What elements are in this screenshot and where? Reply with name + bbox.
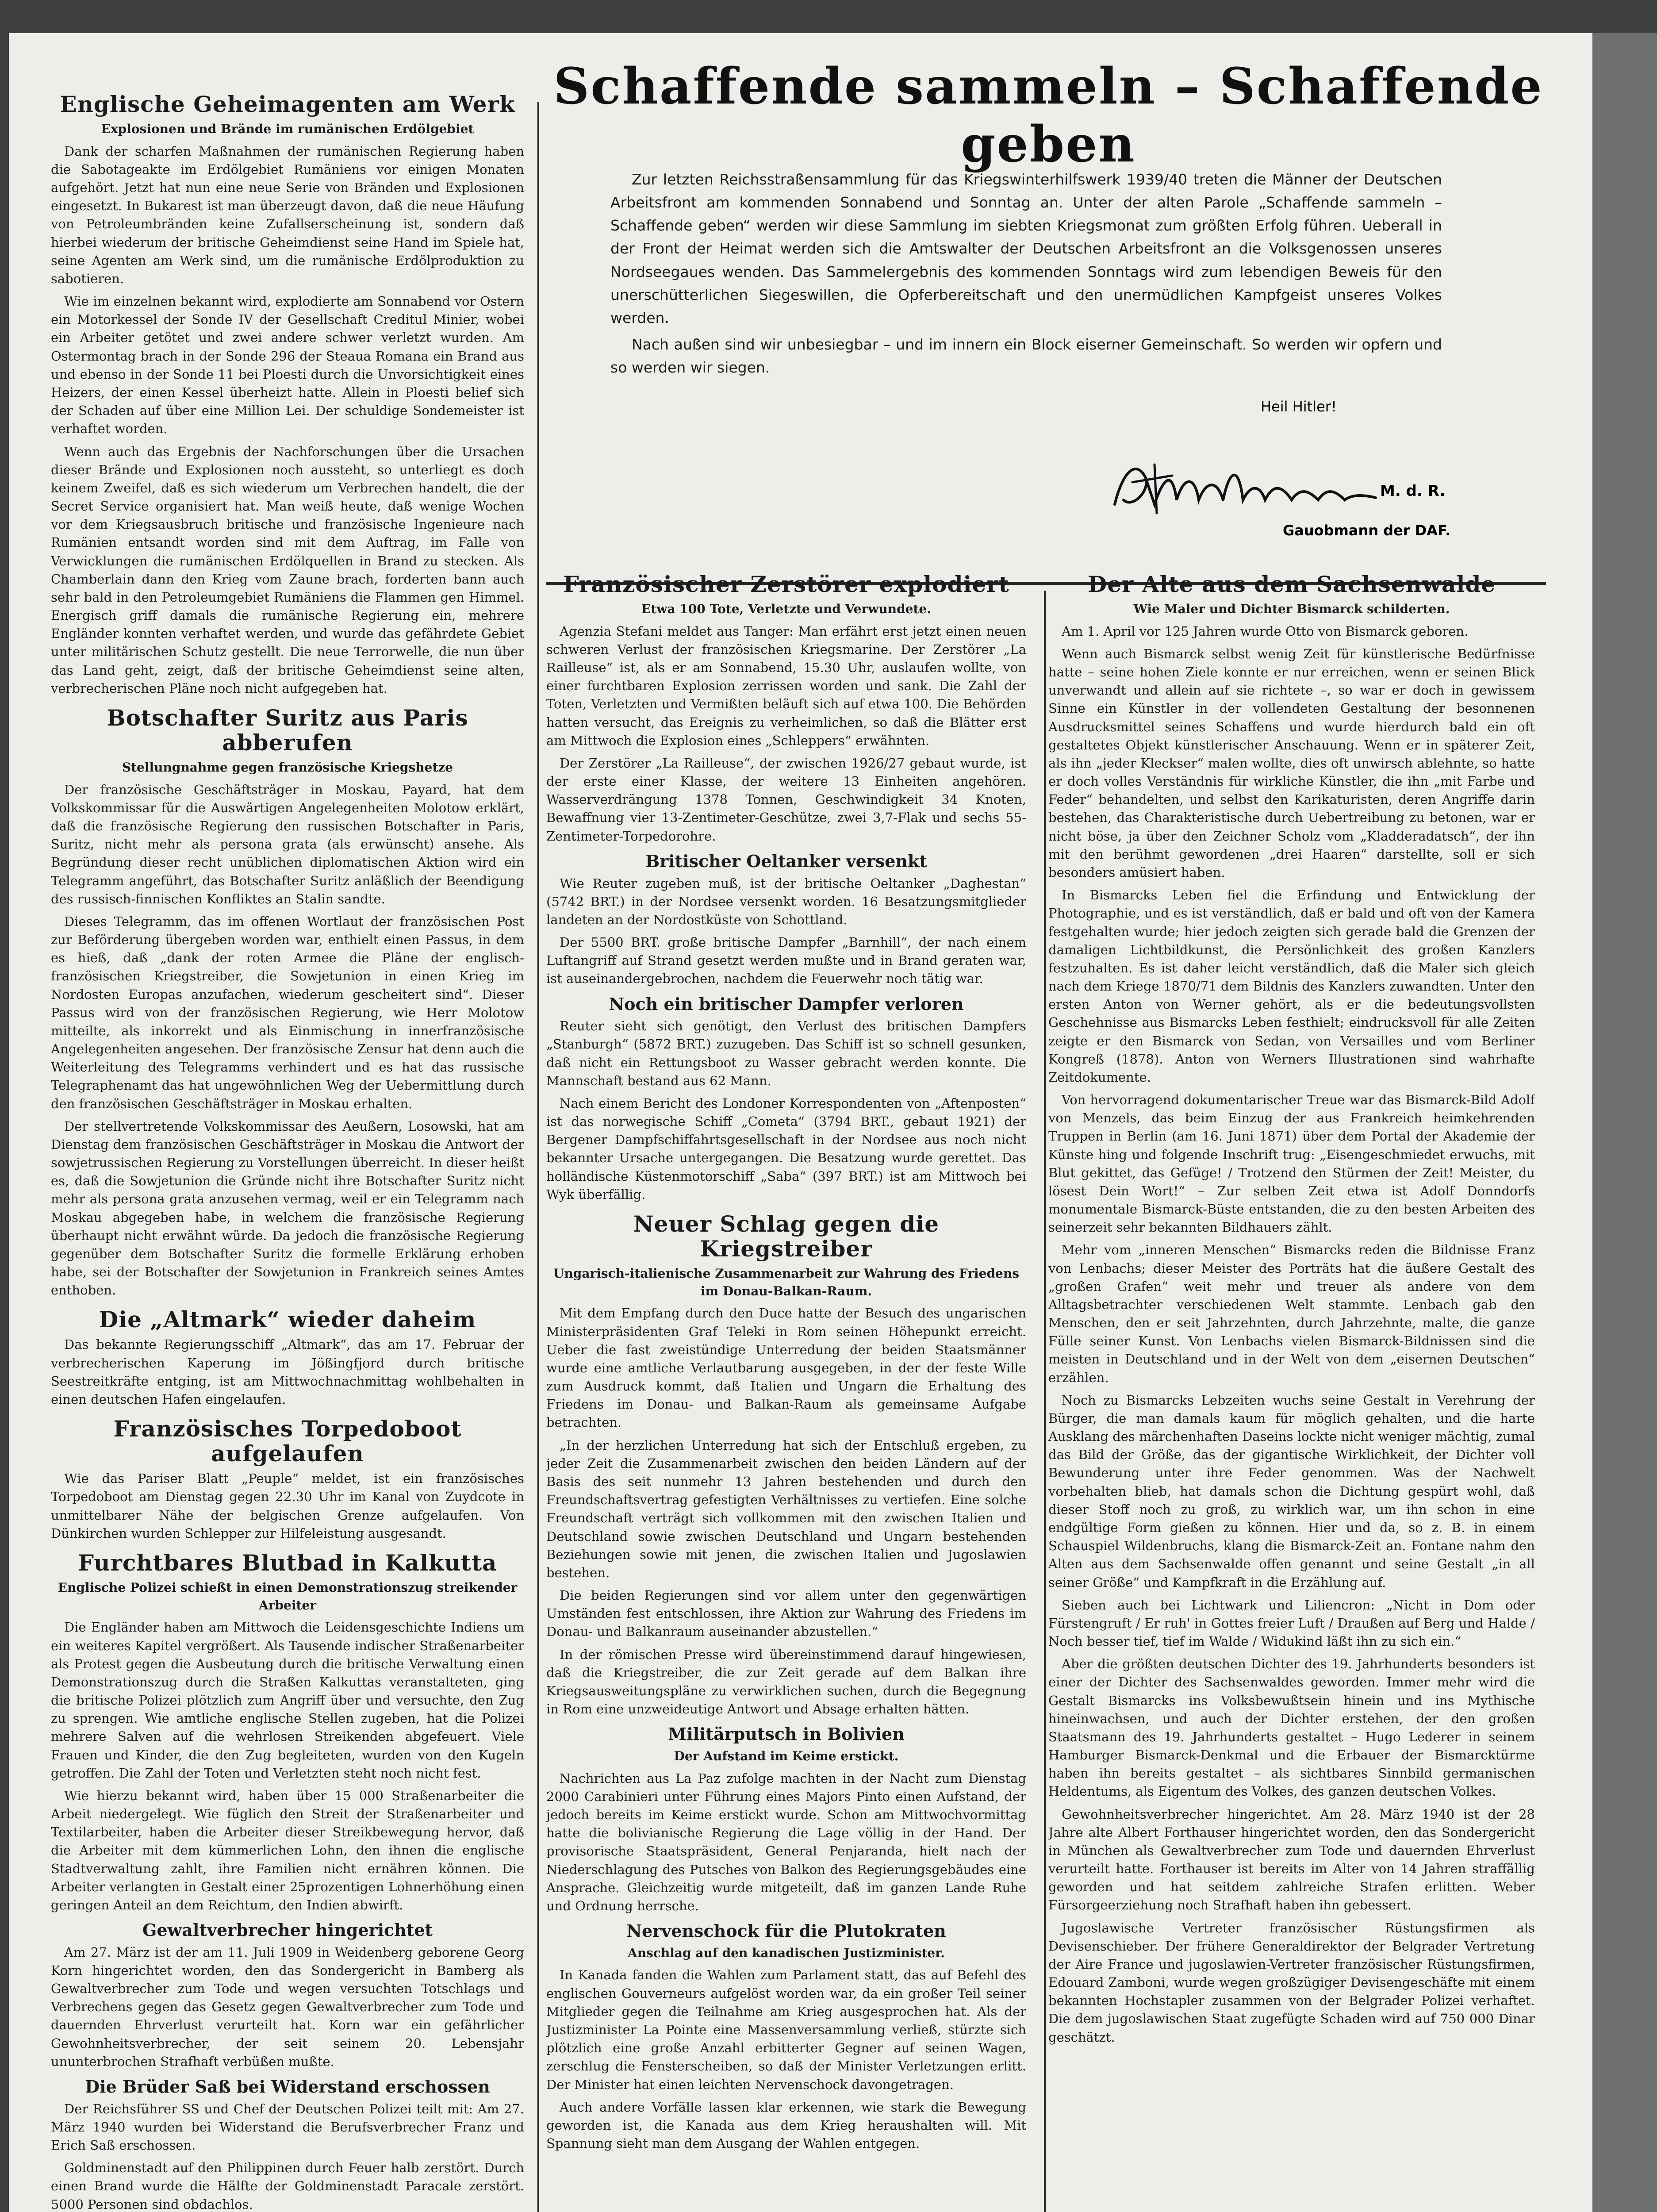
article-paragraph: Am 1. April vor 125 Jahren wurde Otto von Bismarck geboren. (1062, 623, 1469, 639)
article (1048, 572, 1535, 1801)
article (51, 2077, 524, 2212)
appeal-paragraph: Nach außen sind wir unbesiegbar – und im innern ein Block eiserner Gemeinschaft. So werden wir opfern und so werden wir siegen. (610, 335, 1442, 376)
article-headline: Botschafter Suritz aus Paris abberufen (107, 704, 468, 756)
middle-column (546, 564, 1026, 2212)
banner-headline: Schaffende sammeln – Schaffende geben (553, 58, 1543, 173)
article (546, 852, 1026, 988)
handwritten-signature (1106, 451, 1380, 522)
article-paragraph: Nachrichten aus La Paz zufolge machten in der Nacht zum Dienstag 2000 Carabinieri unter Führung eines Majors Pinto einen Aufstand, der jedoch bereits im Keime erstickt wurde. Schon am Mittwochvormittag hatte die bolivianische Regierung die Lage völlig in der Hand. Der provisorische Staatspräsident, General Penjaranda, hielt nach der Niederschlagung des Putsches von Balkon des Regierungsgebäudes eine Ansprache. Gleichzeitig wurde mitgeteilt, daß im ganzen Lande Ruhe und Ordnung herrsche. (546, 1770, 1026, 1913)
article-subheadline: Ungarisch-italienische Zusammenarbeit zur Wahrung des Friedens im Donau-Balkan-Raum. (553, 1266, 1019, 1298)
article-subheadline: Stellungnahme gegen französische Kriegshetze (122, 760, 453, 775)
article (51, 706, 524, 1300)
article-paragraph: In Bismarcks Leben fiel die Erfindung und Entwicklung der Photographie, und es ist verständlich, daß er bald und oft von der Kamera festgehalten wurde; hier jedoch zeigten sich gerade bald die Grenzen der damaligen Lichtbildkunst, die Persönlichkeit des großen Kanzlers festzuhalten. Es ist daher leicht verständlich, daß die Maler sich gleich nach dem Kriege 1870/71 dem Bildnis des Kanzlers zuwandten. Unter den ersten Anton von Werner gehört, als er die bedeutungsvollsten Geschehnisse aus Bismarcks Leben festhielt; eindrucksvoll für alle Zeiten zeigte er den Bismarck von Sedan, von Versailles und vom Berliner Kongreß (1878). Anton von Werners Illustrationen sind wahrhafte Zeitdokumente. (1048, 887, 1535, 1085)
page-edge (1592, 33, 1657, 2212)
article (546, 1724, 1026, 1915)
article-paragraph: Dank der scharfen Maßnahmen der rumänischen Regierung haben die Sabotageakte im Erdölgebiet Rumäniens vor einigen Monaten aufgehört. Jetzt hat nun eine neue Serie von Bränden und Explosionen eingesetzt. In Bukarest ist man überzeugt davon, daß die neue Häufung von Petroleumbränden keine Zufallserscheinung ist, sondern daß hierbei wiederum der britische Geheimdienst seine Hand im Spiele hat, seine Agenten am Werk sind, um die rumänische Erdölproduktion zu sabotieren. (51, 143, 524, 286)
article-paragraph: Wie hierzu bekannt wird, haben über 15 000 Straßenarbeiter die Arbeit niedergelegt. Wie füglich den Streit der Straßenarbeiter und Textilarbeiter, haben die Arbeiter dieser Streikbewegung hervor, daß die Arbeiter mit dem kümmerlichen Lohn, den ihnen die englische Stadtverwaltung zahlt, ihre Familien nicht ernähren können. Die Arbeiter verlangten in Gestalt einer 25prozentigen Lohnerhöhung einen geringen Anteil an dem Reichtum, den Indien abwirft. (51, 1788, 524, 1912)
article-paragraph: „In der herzlichen Unterredung hat sich der Entschluß ergeben, zu jeder Zeit die Zusammenarbeit zwischen den beiden Ländern auf der Basis des seit nunmehr 13 Jahren bestehenden und durch den Freundschaftsvertrag gefestigten Verhältnisses zu vertiefen. Eine solche Freundschaft verträgt sich vollkommen mit den zwischen Italien und Deutschland sowie zwischen Deutschland und Ungarn bestehenden Beziehungen sowie mit jenen, die zwischen Italien und Jugoslawien bestehen. (546, 1437, 1026, 1580)
article-paragraph: Sieben auch bei Lichtwark und Liliencron: „Nicht in Dom oder Fürstengruft / Er ruh' in Gottes freier Luft / Draußen auf Berg und Halde / Noch besser tief, tief im Walde / Widukind läßt ihn zu sich ein.“ (1048, 1597, 1535, 1649)
article-paragraph: Der Reichsführer SS und Chef der Deutschen Polizei teilt mit: Am 27. März 1940 wurden bei Widerstand die Berufsverbrecher Franz und Erich Saß erschossen. (51, 2101, 524, 2153)
article (546, 995, 1026, 1204)
signer-title: Gauobmann der DAF. (1283, 522, 1451, 539)
article-headline: Neuer Schlag gegen die Kriegstreiber (633, 1210, 940, 1262)
article (51, 92, 524, 698)
article (51, 1417, 524, 1543)
article-headline: Noch ein britischer Dampfer verloren (609, 994, 964, 1014)
column-rule-left (537, 102, 539, 2212)
article-subheadline: Englische Polizei schießt in einen Demonstrationszug streikender Arbeiter (58, 1580, 518, 1613)
article (51, 1551, 524, 1914)
article-paragraph: Reuter sieht sich genötigt, den Verlust des britischen Dampfers „Stanburgh“ (5872 BRT.) zuzugeben. Das Schiff ist so schnell gesunken, daß nicht ein Rettungsboot zu Wasser gebracht werden konnte. Die Mannschaft bestand aus 62 Mann. (546, 1018, 1026, 1088)
article-paragraph: Goldminenstadt auf den Philippinen durch Feuer halb zerstört. Durch einen Brand wurde die Hälfte der Goldminenstadt Paracale zerstört. 5000 Personen sind obdachlos. (51, 2160, 524, 2212)
column-rule-right (1044, 591, 1046, 2212)
article-paragraph: Die beiden Regierungen sind vor allem unter den gegenwärtigen Umständen fest entschlossen, ihre Aktion zur Wahrung des Friedens im Donau- und Balkanraum auseinander abzustellen.“ (546, 1588, 1026, 1640)
article-paragraph: Der stellvertretende Volkskommissar des Aeußern, Losowski, hat am Dienstag dem französischen Geschäftsträger in Moskau die Antwort der sowjetrussischen Regierung zu Vorstellungen überreicht. In dieser heißt es, daß die Sowjetunion die Gründe nicht ihre Botschafter Suritz nicht mehr als persona grata anzusehen vermag, weil er ein Telegramm nach Moskau abgegeben habe, in welchem die französische Regierung überhaupt nicht erwähnt würde. Da jedoch die französische Regierung gegenüber dem Botschafter Suritz die formelle Erklärung erhoben habe, sei der Botschafter der Sowjetunion in Frankreich seines Amtes enthoben. (51, 1118, 524, 1298)
article (546, 1212, 1026, 1718)
article-paragraph: In der römischen Presse wird übereinstimmend darauf hingewiesen, daß die Kriegstreiber, die zur Zeit gerade auf dem Balkan ihre Kriegsausweitungspläne zu verwirklichen suchen, durch die Begegnung in Rom eine unzweideutige Antwort und Absage erhalten hätten. (546, 1647, 1026, 1717)
article-paragraph: In Kanada fanden die Wahlen zum Parlament statt, das auf Befehl des englischen Gouverneurs aufgelöst worden war, da ein großer Teil seiner Mitglieder gegen die Teilnahme am Krieg ausgesprochen hat. Als der Justizminister La Pointe eine Massenversammlung verließ, stürzte sich plötzlich eine große Anzahl erbitterter Gegner auf seinen Wagen, zerschlug die Fensterscheiben, so daß der Minister Verletzungen erlitt. Der Minister hat einen leichten Nervenschock davongetragen. (546, 1967, 1026, 2092)
article (51, 1920, 524, 2071)
article-paragraph: Wenn auch das Ergebnis der Nachforschungen über die Ursachen dieser Brände und Explosionen noch aussteht, so unterliegt es doch keinem Zweifel, daß es sich wiederum um Verbrechen handelt, die der Secret Service organisiert hat. Man weiß heute, daß wenige Wochen vor dem Kriegsausbruch britische und französische Ingenieure nach Rumänien entsandt worden sind mit dem Auftrag, im Falle von Verwicklungen die rumänischen Erdölquellen in Brand zu stecken. Als Chamberlain dann den Krieg vom Zaune brach, forderten bann auch sehr bald in den Petroleumgebiet Rumäniens die Flammen gen Himmel. Energisch griff damals die rumänische Regierung ein, mehrere Engländer konnten verhaftet werden, und wurde das gefährdete Gebiet unter militärischen Schutz gestellt. Die neue Terrorwelle, die nun über das Land geht, zeigt, daß der britische Geheimdienst seine alten, verbrecherischen Pläne noch nicht aufgegeben hat. (51, 444, 524, 696)
article-headline: Englische Geheimagenten am Werk (60, 91, 515, 117)
signature-suffix: M. d. R. (1380, 482, 1446, 500)
article (546, 1921, 1026, 2153)
article-headline: Militärputsch in Bolivien (668, 1724, 905, 1744)
article-headline: Die „Altmark“ wieder daheim (99, 1306, 476, 1333)
article-paragraph: Mit dem Empfang durch den Duce hatte der Besuch des ungarischen Ministerpräsidenten Graf Teleki in Rom seinen Höhepunkt erreicht. Ueber die fast zweistündige Unterredung der beiden Staatsmänner wurde eine amtliche Verlautbarung ausgegeben, in der der feste Wille zum Ausdruck kommt, daß Italien und Ungarn die Erhaltung des Friedens im Donau- und Balkan-Raum als gemeinsame Aufgabe betrachten. (546, 1306, 1026, 1430)
article-paragraph: Auch andere Vorfälle lassen klar erkennen, wie stark die Bewegung geworden ist, die Kanada aus dem Krieg heraushalten will. Mit Spannung sieht man dem Ausgang der Wahlen entgegen. (546, 2099, 1026, 2151)
article-subheadline: Anschlag auf den kanadischen Justizminister. (627, 1945, 945, 1960)
article-paragraph: Das bekannte Regierungsschiff „Altmark“, das am 17. Februar der verbrecherischen Kaperung im Jößingfjord durch britische Seestreitkräfte entging, ist am Mittwochnachmittag wohlbehalten in einen deutschen Hafen eingelaufen. (51, 1337, 524, 1407)
article-paragraph: Die Engländer haben am Mittwoch die Leidensgeschichte Indiens um ein weiteres Kapitel vergrößert. Als Tausende indischer Straßenarbeiter als Protest gegen die Ausbeutung durch die britische Verwaltung einen Demonstrationszug durch die Straßen Kalkuttas veranstalteten, ging die britische Polizei plötzlich zum Angriff über und versuchte, den Zug zu sprengen. Wie amtliche englische Stellen zugeben, hat die Polizei mehrere Salven auf die wehrlosen Streikenden abgefeuert. Viele Frauen und Kinder, die den Zug begleiteten, wurden von den Kugeln getroffen. Die Zahl der Toten und Verletzten steht noch nicht fest. (51, 1620, 524, 1781)
article-paragraph: Wie das Pariser Blatt „Peuple“ meldet, ist ein französisches Torpedoboot am Dienstag gegen 22.30 Uhr im Kanal von Zuydcote in unmittelbarer Nähe der belgischen Grenze aufgelaufen. Von Dünkirchen wurden Schlepper zur Hilfeleistung ausgesandt. (51, 1471, 524, 1541)
article-headline: Französischer Zerstörer explodiert (563, 571, 1009, 597)
article-paragraph: Gewohnheitsverbrecher hingerichtet. Am 28. März 1940 ist der 28 Jahre alte Albert Forthauser hingerichtet worden, den das Sondergericht in München als Gewaltverbrecher zum Tode und dauernden Ehrverlust verurteilt hatte. Forthauser ist bereits im Alter von 14 Jahren straffällig geworden und hat seitdem zahlreiche Strafen erlitten. Weber Fürsorgeerziehung noch Strafhaft haben ihn gebessert. (1048, 1806, 1535, 1913)
article-subheadline: Wie Maler und Dichter Bismarck schilderten. (1133, 602, 1450, 616)
article-headline: Der Alte aus dem Sachsenwalde (1087, 571, 1496, 597)
article-paragraph: Agenzia Stefani meldet aus Tanger: Man erfährt erst jetzt einen neuen schweren Verlust der französischen Kriegsmarine. Der Zerstörer „La Railleuse“ ist, als er am Sonnabend, 15.30 Uhr, auslaufen wollte, von einer furchtbaren Explosion zerrissen worden und sank. Die Zahl der Toten, Verletzten und Vermißten beläuft sich auf etwa 100. Die Behörden hatten versucht, das Ereignis zu verheimlichen, so daß die Blätter erst am Mittwoch die Explosion eines „Schleppers“ erwähnten. (546, 623, 1026, 748)
article (546, 572, 1026, 845)
article-paragraph: Der 5500 BRT. große britische Dampfer „Barnhill“, der nach einem Luftangriff auf Strand gesetzt werden mußte und in Brand geraten war, ist auseinandergebrochen, nachdem die Feuerwehr noch tätig war. (546, 935, 1026, 987)
article-paragraph: Jugoslawische Vertreter französischer Rüstungsfirmen als Devisenschieber. Der frühere Generaldirektor der Belgrader Vertretung der Aire France und jugoslawien-Vertreter französischer Rüstungsfirmen, Edouard Zamboni, wurde wegen großzügiger Devisengeschäfte mit einem bekannten Hochstapler zusammen von der Belgrader Polizei verhaftet. Die dem jugoslawischen Staat zugefügte Schaden wird auf 750 000 Dinar geschätzt. (1048, 1920, 1535, 2045)
article-paragraph: Am 27. März ist der am 11. Juli 1909 in Weidenberg geborene Georg Korn hingerichtet worden, den das Sondergericht in Bamberg als Gewaltverbrecher zum Tode und wegen versuchten Totschlags und Verbrechens gegen das Gesetz gegen Gewaltverbrecher zum Tode und dauernden Ehrverlust verurteilt hat. Korn war ein gefährlicher Gewohnheitsverbrecher, der seit seinem 20. Lebensjahr ununterbrochen Strafhaft verbüßen mußte. (51, 1944, 524, 2069)
article-paragraph: Der Zerstörer „La Railleuse“, der zwischen 1926/27 gebaut wurde, ist der erste einer Klasse, der weitere 13 Einheiten angehören. Wasserverdrängung 1378 Tonnen, Geschwindigkeit 34 Knoten, Bewaffnung vier 13-Zentimeter-Geschütze, zwei 3,7-Flak und sechs 55-Zentimeter-Torpedorohre. (546, 755, 1026, 844)
article-paragraph: Wenn auch Bismarck selbst wenig Zeit für künstlerische Bedürfnisse hatte – seine hohen Ziele konnte er nur erreichen, wenn er seinen Blick unverwandt und allein auf sie richtete –, so war er doch in gewissem Sinne ein Künstler in der vollendeten Gestaltung der besonnenen Ausdrucksmittel seines Schaffens und wurde hierdurch bald ein oft gestaltetes Objekt künstlerischer Anschauung. Wenn er in späterer Zeit, als ihn „jeder Kleckser“ malen wollte, dies oft unwirsch ablehnte, so hatte er doch volles Verständnis für wirkliche Künstler, die ihn „mit Farbe und Feder“ behandelten, und selbst den Karikaturisten, deren Angriffe darin bestehen, das Charakteristische durch Uebertreibung zu betonen, war er nicht böse, ja über den Zeichner Scholz vom „Kladderadatsch“, der ihn mit den berühmt gewordenen „drei Haaren“ darstellte, soll er sich besonders amüsiert haben. (1048, 646, 1535, 880)
article-headline: Britischer Oeltanker versenkt (645, 851, 927, 871)
article-headline: Die Brüder Saß bei Widerstand erschossen (85, 2076, 490, 2097)
article-paragraph: Mehr vom „inneren Menschen“ Bismarcks reden die Bildnisse Franz von Lenbachs; dieser Meister des Porträts hat die äußere Gestalt des „großen Grafen“ weit mehr und treuer als andere von dem Alltagsbetrachter verschiedenen Welt stammte. Lenbach gab den Menschen, den er seit Jahrzehnten, durch Jahrzehnte, malte, die ganze Fülle seiner Kunst. Von Lenbachs vielen Bismarck-Bildnissen sind die meisten in Deutschland und in der Welt von dem „eisernen Deutschen“ erzählen. (1048, 1242, 1535, 1385)
article (1048, 1805, 1535, 2047)
appeal-paragraph: Zur letzten Reichsstraßensammlung für das Kriegswinterhilfswerk 1939/40 treten die Männer der Deutschen Arbeitsfront am kommenden Sonnabend und Sonntag an. Unter der alten Parole „Schaffende sammeln – Schaffende geben“ werden wir diese Sammlung im siebten Kriegsmonat zum größten Erfolg führen. Ueberall in der Front der Heimat werden sich die Amtswalter der Deutschen Arbeitsfront an die Volksgenossen unseres Nordseegaues wenden. Das Sammelergebnis des kommenden Sonntags wird zum lebendigen Beweis für den unerschütterlichen Siegeswillen, die Opferbereitschaft und den unermüdlichen Kampfgeist unseres Volkes werden. (610, 171, 1442, 326)
article-headline: Französisches Torpedoboot aufgelaufen (113, 1416, 462, 1467)
article-paragraph: Aber die größten deutschen Dichter des 19. Jahrhunderts besonders ist einer der Dichter des Sachsenwaldes geworden. Immer mehr wird die Gestalt Bismarcks ins Volksbewußtsein hinein und ins Mythische hineinwachsen, und auch der Dichter erstehen, der den großen Staatsmann des 19. Jahrhunderts gestaltet – Hugo Lederer in seinem Hamburger Bismarck-Denkmal und die Erbauer der Bismarcktürme haben ihn bereits gestaltet – als sichtbares Sinnbild germanischen Heldentums, als Eigentum des Volkes, des ganzen deutschen Volkes. (1048, 1656, 1535, 1799)
article-subheadline: Der Aufstand im Keime erstickt. (674, 1748, 899, 1763)
article-subheadline: Etwa 100 Tote, Verletzte und Verwundete. (641, 602, 931, 616)
article-subheadline: Explosionen und Brände im rumänischen Erdölgebiet (101, 122, 474, 136)
article-headline: Furchtbares Blutbad in Kalkutta (78, 1549, 497, 1576)
left-column (51, 84, 524, 2212)
article-paragraph: Nach einem Bericht des Londoner Korrespondenten von „Aftenposten“ ist das norwegische Schiff „Cometa“ (3794 BRT., gebaut 1921) der Bergener Dampfschiffahrtsgesellschaft in der Nordsee aus noch nicht bekannter Ursache untergegangen. Die Besatzung wurde gerettet. Das holländische Küstenmotorschiff „Saba“ (397 BRT.) ist am Mittwoch bei Wyk überfällig. (546, 1095, 1026, 1202)
appeal-greeting: Heil Hitler! (1261, 398, 1337, 415)
article-paragraph: Wie Reuter zugeben muß, ist der britische Oeltanker „Daghestan“ (5742 BRT.) in der Nordsee versenkt worden. 16 Besatzungsmitglieder landeten an der Nordostküste von Schottland. (546, 876, 1026, 927)
article-headline: Gewaltverbrecher hingerichtet (142, 1920, 433, 1940)
article (51, 1307, 524, 1409)
article-paragraph: Von hervorragend dokumentarischer Treue war das Bismarck-Bild Adolf von Menzels, das beim Einzug der aus Frankreich heimkehrenden Truppen in Berlin (am 16. Juni 1871) über dem Portal der Akademie der Künste hing und folgende Inschrift trug: „Eisengeschmiedet erwuchs, mit Blut gekittet, das Gefüge! / Trotzend den Stürmen der Zeit! Meister, du lösest Dein Wort!“ – Zur selben Zeit etwa ist Adolf Donndorfs monumentale Bismarck-Büste entstanden, die zu den besten Arbeiten des seinerzeit sehr bekannten Bildhauers zählt. (1048, 1092, 1535, 1235)
article-paragraph: Wie im einzelnen bekannt wird, explodierte am Sonnabend vor Ostern ein Motorkessel der Sonde IV der Gesellschaft Creditul Minier, wobei ein Arbeiter getötet und zwei andere schwer verletzt wurden. Am Ostermontag brach in der Sonde 296 der Steaua Romana ein Brand aus und ebenso in der Sonde 11 bei Ploesti durch die Unvorsichtigkeit eines Heizers, der einen Kessel überheizt hatte. Allein in Ploesti belief sich der Schaden auf über eine Million Lei. Der schuldige Sondemeister ist verhaftet worden. (51, 294, 524, 437)
article-headline: Nervenschock für die Plutokraten (626, 1921, 946, 1941)
article-paragraph: Dieses Telegramm, das im offenen Wortlaut der französischen Post zur Beförderung übergeben worden war, enthielt einen Passus, in dem es hieß, daß „dank der roten Armee die Pläne der englisch-französischen Kriegstreiber, die Sowjetunion in einen Krieg im Nordosten Europas anzufachen, wiederum gescheitert sind“. Dieser Passus wird von der französischen Regierung, wie Herr Molotow mitteilte, als inkorrekt und als Einmischung in innerfranzösische Angelegenheiten angesehen. Der französische Zensur hat denn auch die Weiterleitung des Telegramms verhindert und es hat das russische Telegraphenamt das hat ungewöhnlichen Weg der Uebermittlung durch den französischen Geschäftsträger in Moskau erhalten. (51, 914, 524, 1111)
right-column (1048, 564, 1535, 2212)
article-paragraph: Der französische Geschäftsträger in Moskau, Payard, hat dem Volkskommissar für die Auswärtigen Angelegenheiten Molotow erklärt, daß die französische Regierung den russischen Botschafter in Paris, Suritz, nicht mehr als persona grata (als erwünscht) ansehe. Als Begründung dieser recht unüblichen diplomatischen Aktion wird ein Telegramm angeführt, das Botschafter Suritz anläßlich der Beendigung des russisch-finnischen Konfliktes an Stalin sandte. (51, 782, 524, 906)
article-paragraph: Noch zu Bismarcks Lebzeiten wuchs seine Gestalt in Verehrung der Bürger, die man damals kaum für möglich gehalten, und die harte Ausklang des märchenhaften Daseins lockte nicht weniger mächtig, zumal das Bild der Größe, das der gigantische Wirklichkeit, der Dichter voll Bewunderung unter ihre Feder genommen. Was der Nachwelt vorbehalten blieb, hat damals schon die Dichtung gespürt wohl, daß dieser Stoff noch zu groß, zu wirklich war, um ihn schon in eine endgültige Form gießen zu können. Hier und da, so z. B. in einem Schauspiel Wildenbruchs, klang die Bismarck-Zeit an. Fontane nahm den Alten aus dem Sachsenwalde offen genannt und seine Gestalt „in all seiner Größe“ und Kampfkraft in die Erzählung auf. (1048, 1392, 1535, 1590)
appeal-text (610, 168, 1442, 383)
